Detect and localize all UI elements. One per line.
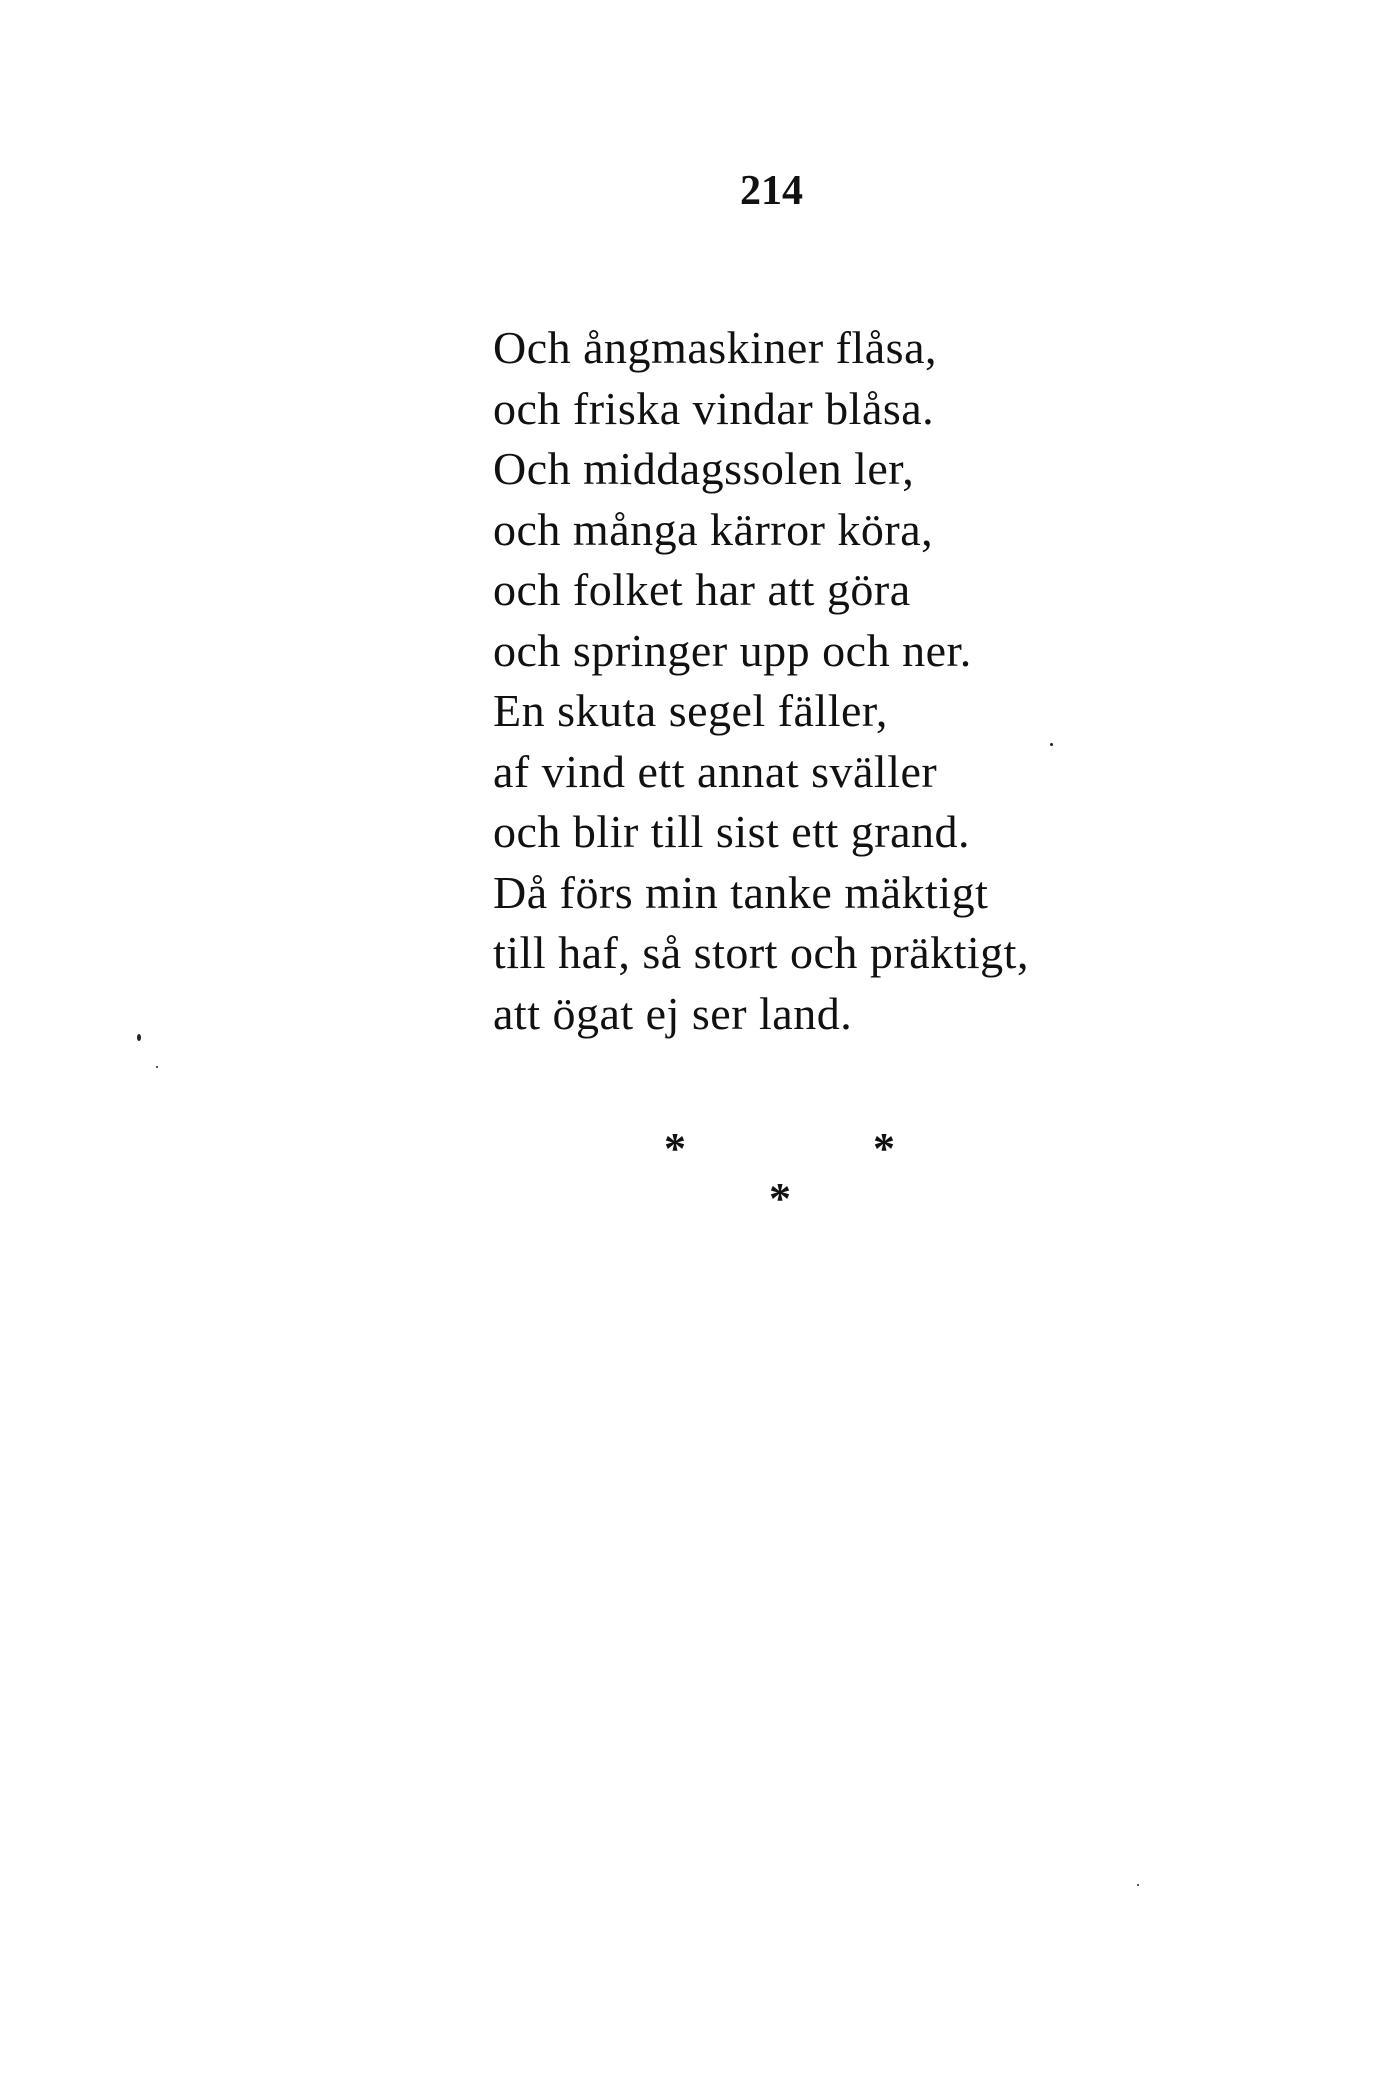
asterisk-divider-right: *	[873, 1124, 895, 1173]
asterisk-divider-center: *	[769, 1174, 791, 1223]
poem-line: af vind ett annat sväller	[493, 745, 938, 797]
scan-speck	[1050, 743, 1053, 746]
poem-stanza	[493, 318, 1029, 1044]
page-number: 214	[740, 168, 803, 214]
poem-line: En skuta segel fäller,	[493, 685, 888, 736]
poem-line: att ögat ej ser land.	[493, 987, 853, 1039]
poem-line: till haf, så stort och präktigt,	[493, 927, 1029, 978]
poem-line: och folket har att göra	[493, 564, 911, 615]
scan-speck	[156, 1066, 158, 1068]
scan-speck	[1137, 1884, 1139, 1886]
poem-line: och blir till sist ett grand.	[493, 806, 970, 857]
poem-line: Och ångmaskiner flåsa,	[493, 322, 938, 373]
poem-line: och springer upp och ner.	[493, 624, 972, 676]
poem-line: och många kärror köra,	[493, 503, 934, 555]
scan-speck	[137, 1034, 141, 1041]
poem-line: Och middagssolen ler,	[493, 443, 915, 494]
asterisk-divider-left: *	[664, 1124, 686, 1173]
poem-line: och friska vindar blåsa.	[493, 382, 935, 434]
poem-line: Då förs min tanke mäktigt	[493, 866, 989, 918]
